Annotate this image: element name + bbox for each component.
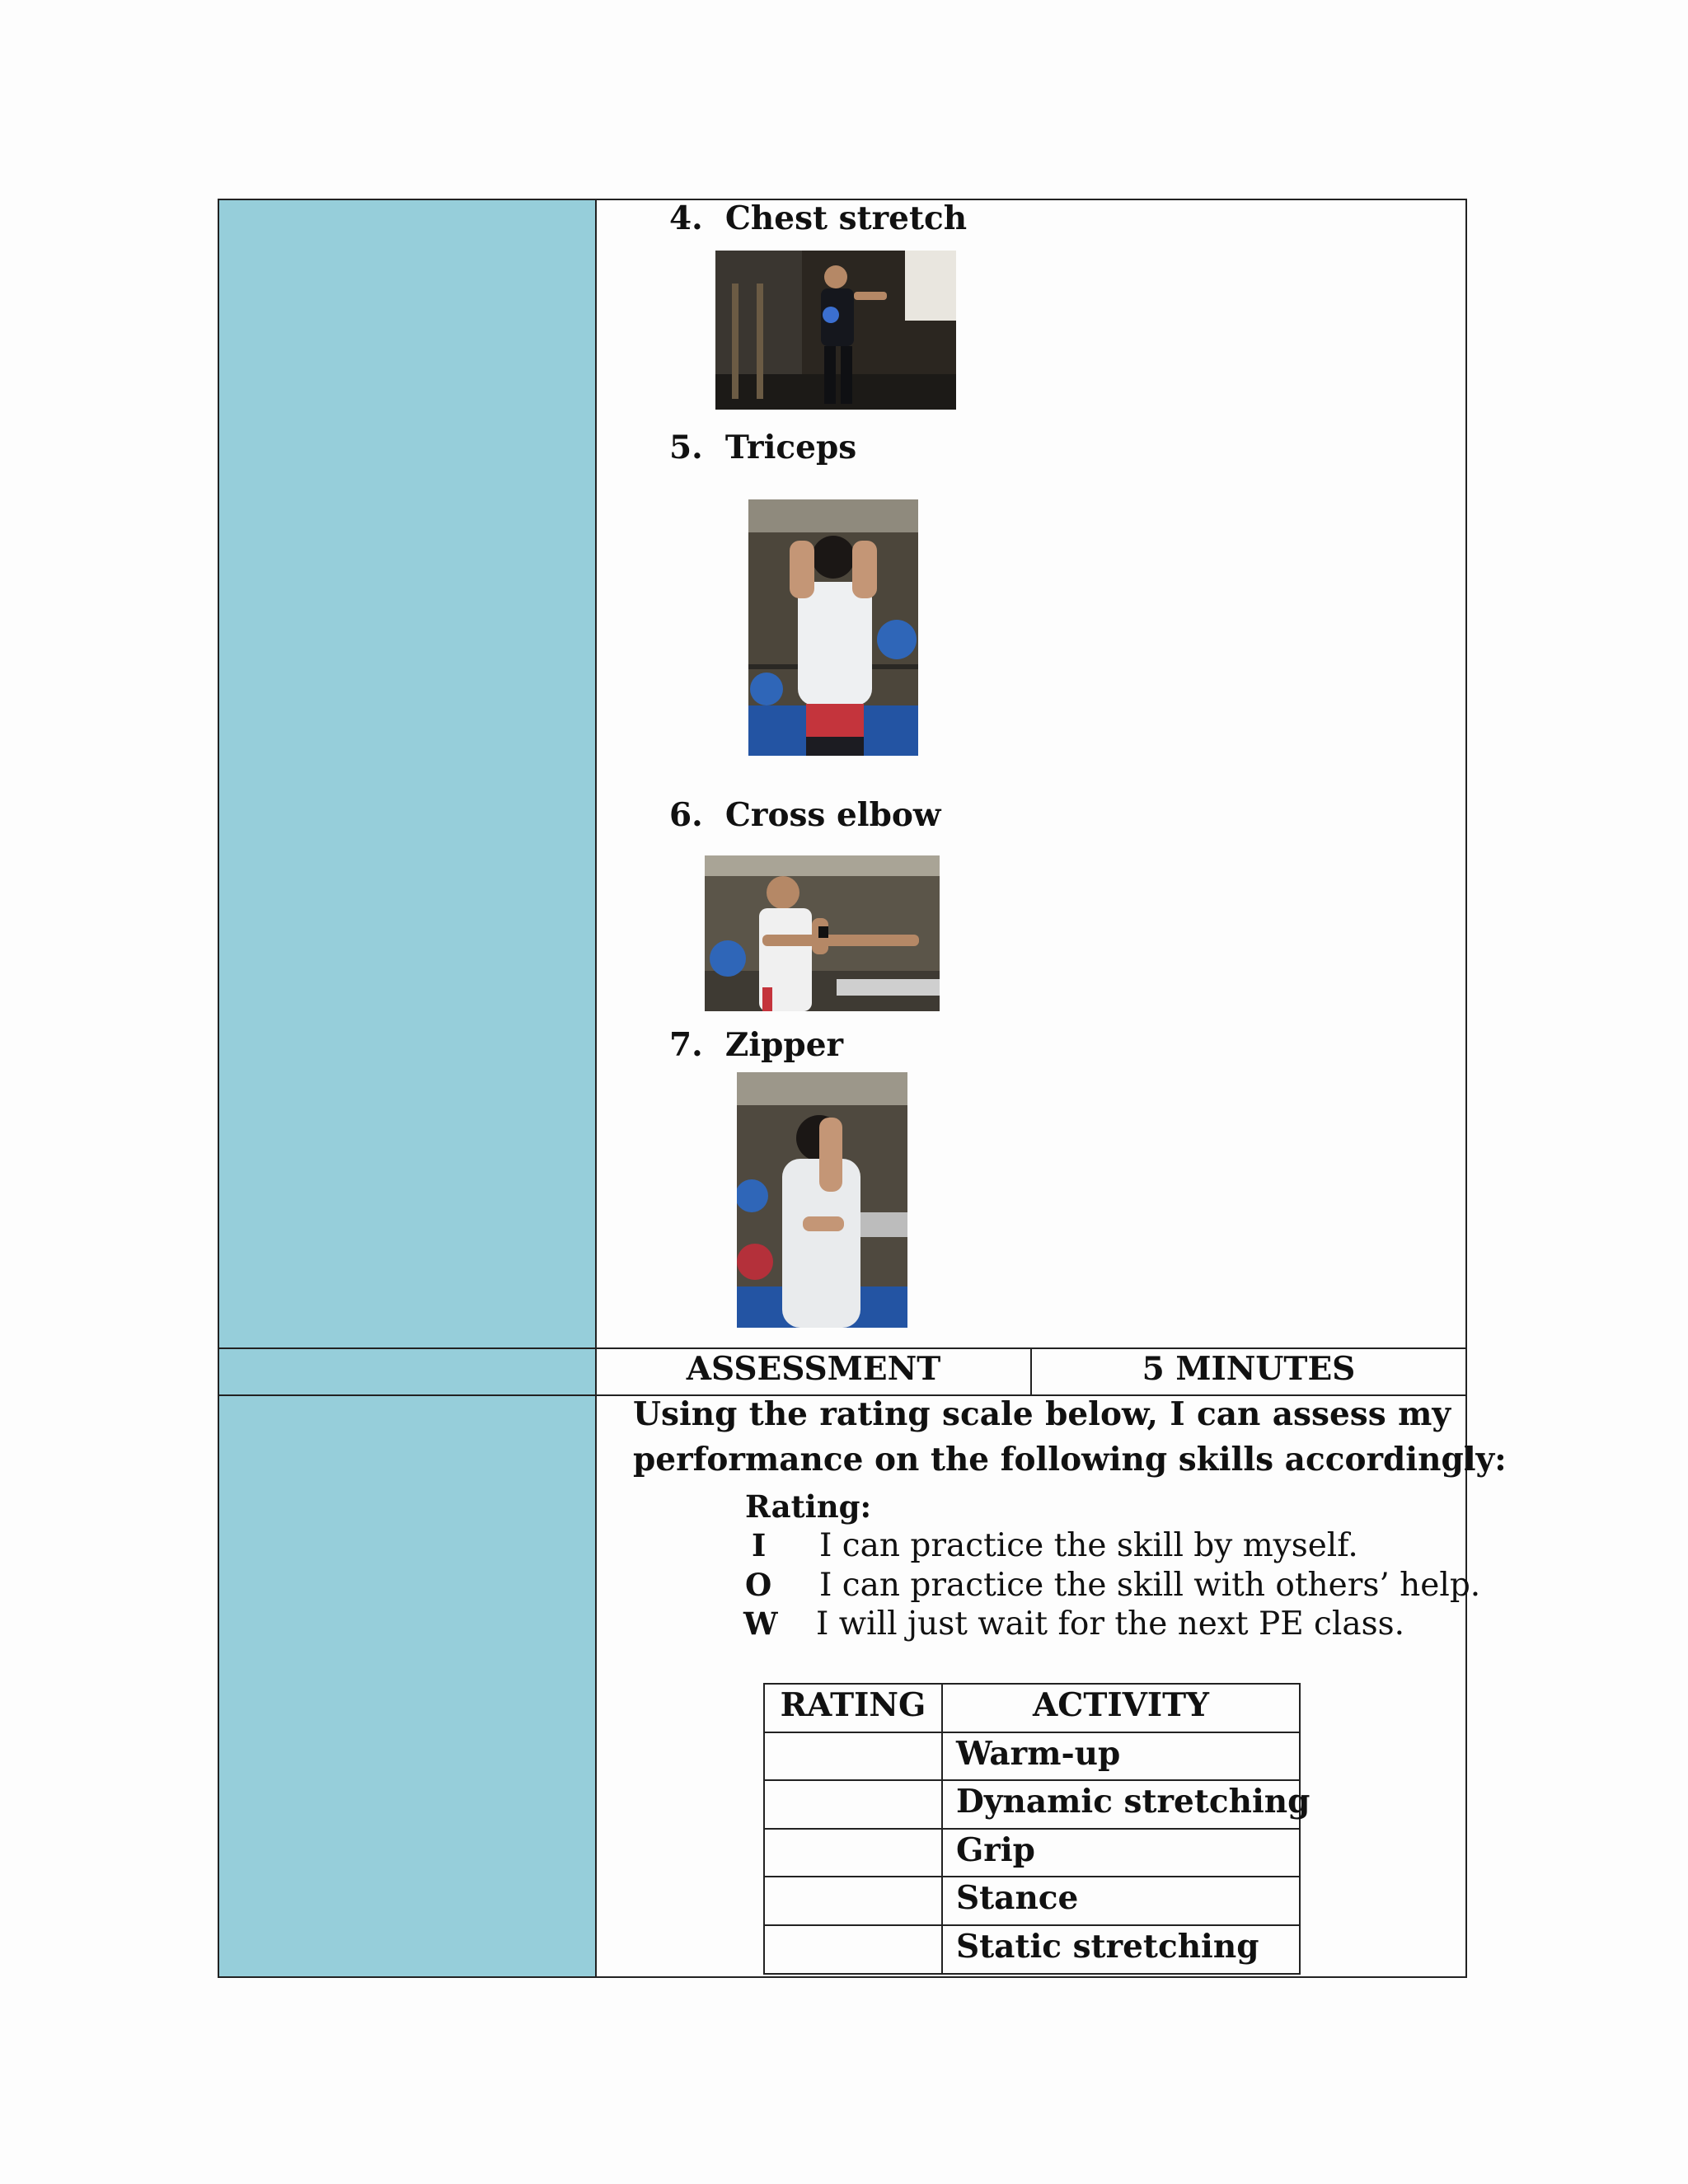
scale-code-o: O [745, 1567, 772, 1603]
table-border-bottom [218, 1976, 1467, 1978]
zipper-photo [737, 1072, 907, 1328]
cross-elbow-photo [705, 855, 940, 1011]
triceps-photo [748, 499, 918, 756]
step-label: Zipper [724, 1026, 844, 1064]
step-number: 5. [669, 429, 703, 466]
table-border-right [1465, 199, 1467, 1978]
scale-code-w: W [743, 1605, 778, 1642]
rating-table-cell-activity: Stance [956, 1879, 1079, 1917]
rating-table-header-activity: ACTIVITY [1033, 1686, 1209, 1724]
step-label: Triceps [724, 429, 857, 466]
rating-table-line [763, 1973, 1301, 1975]
left-column-cell-bottom [219, 1396, 595, 1976]
rating-table-header-rating: RATING [780, 1686, 926, 1724]
table-border-row1 [218, 1347, 1467, 1349]
scale-code-i: I [752, 1527, 767, 1563]
step-4-heading [669, 199, 967, 237]
rating-table-cell-activity: Warm-up [956, 1735, 1121, 1773]
rating-table-line [763, 1683, 765, 1975]
rating-table-cell-activity: Static stretching [956, 1928, 1259, 1966]
step-5-heading [669, 429, 856, 466]
step-number: 6. [669, 796, 703, 834]
rating-table-line [763, 1924, 1301, 1926]
step-number: 7. [669, 1026, 703, 1064]
assessment-instruction-line1: Using the rating scale below, I can assess my [633, 1395, 1451, 1433]
table-border-divider [595, 199, 597, 1978]
rating-table-line [763, 1732, 1301, 1733]
step-6-heading [669, 796, 940, 834]
rating-table-line [763, 1876, 1301, 1877]
rating-title: Rating: [745, 1488, 872, 1525]
scale-text-o: I can practice the skill with others’ help. [819, 1567, 1481, 1604]
assessment-heading: ASSESSMENT [686, 1350, 941, 1388]
left-column-cell-top [219, 200, 595, 1347]
step-number: 4. [669, 199, 703, 237]
rating-table-line [941, 1683, 943, 1975]
step-7-heading [669, 1026, 843, 1064]
scale-text-w: I will just wait for the next PE class. [816, 1605, 1405, 1643]
step-label: Chest stretch [724, 199, 968, 237]
assessment-duration: 5 MINUTES [1142, 1350, 1356, 1388]
rating-table-line [763, 1779, 1301, 1781]
assessment-instruction-line2: performance on the following skills accordingly: [633, 1441, 1507, 1479]
rating-table-line [763, 1828, 1301, 1830]
rating-table-line [763, 1683, 1301, 1685]
rating-table-line [1299, 1683, 1301, 1975]
rating-table-cell-activity: Grip [956, 1831, 1035, 1869]
rating-table-cell-activity: Dynamic stretching [956, 1783, 1311, 1821]
table-border-left [218, 199, 219, 1978]
left-column-cell-middle [219, 1349, 595, 1394]
scale-text-i: I can practice the skill by myself. [819, 1527, 1358, 1564]
chest-stretch-photo [715, 251, 956, 410]
step-label: Cross elbow [724, 796, 941, 834]
